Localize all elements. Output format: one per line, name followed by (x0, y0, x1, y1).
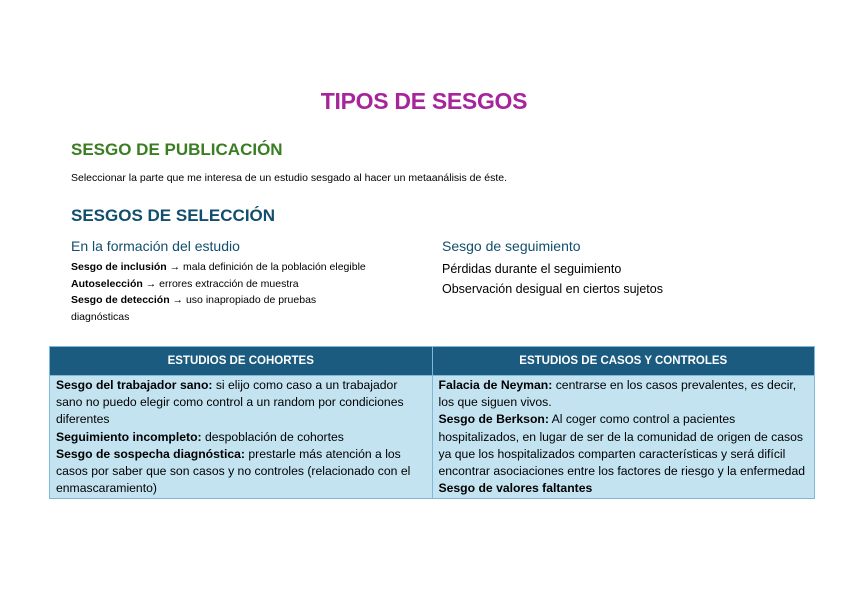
formation-item-term: Sesgo de inclusión (71, 261, 167, 273)
cohorts-cell (50, 376, 433, 499)
publication-heading: SESGO DE PUBLICACIÓN (71, 140, 283, 159)
formation-item (71, 292, 356, 325)
formation-item-desc: mala definición de la población elegible (183, 261, 366, 273)
table-header-row (50, 347, 815, 376)
publication-text: Seleccionar la parte que me interesa de un estudio sesgado al hacer un metaanálisis de éste. (71, 172, 508, 184)
formation-item-desc: uso inapropiado de pruebas diagnósticas (71, 294, 317, 323)
formation-item-term: Autoselección (71, 277, 143, 290)
cases-controls-cell (432, 376, 815, 499)
formation-item (71, 259, 411, 276)
bias-desc: despoblación de cohortes (201, 429, 344, 444)
bias-term: Sesgo de Berkson: (438, 412, 549, 427)
formation-item-term: Sesgo de detección (71, 294, 170, 306)
header-cohorts: ESTUDIOS DE COHORTES (50, 347, 433, 376)
bias-desc: centrarse en los casos prevalentes, es decir, los que siguen vivos. (438, 378, 797, 410)
followup-item: Observación desigual en ciertos sujetos (442, 282, 663, 296)
bias-term: Sesgo del trabajador sano: (56, 378, 213, 392)
formation-item-desc: errores extracción de muestra (159, 277, 299, 290)
bias-table (49, 346, 815, 499)
bias-term: Sesgo de valores faltantes (438, 481, 593, 496)
formation-item (71, 276, 411, 293)
followup-column (442, 238, 772, 299)
formation-column (71, 238, 411, 325)
bias-desc: Al coger como control a pacientes hospitalizados, en lugar de ser de la comunidad de origen de casos ya que los hospitalizados comparten características y será difícil encontrar asociaciones entre los factores de riesgo y la enfermedad (438, 412, 806, 479)
arrow-icon: → (166, 261, 184, 273)
followup-item: Pérdidas durante el seguimiento (442, 262, 622, 276)
arrow-icon: → (142, 277, 160, 290)
bias-term: Sesgo de sospecha diagnóstica: (56, 446, 245, 461)
followup-subheading: Sesgo de seguimiento (442, 238, 581, 254)
bias-term: Seguimiento incompleto: (56, 429, 202, 444)
bias-desc: si elijo como caso a un trabajador sano no puedo elegir como control a un random por condiciones diferentes (56, 378, 404, 427)
page-title: TIPOS DE SESGOS (320, 88, 528, 114)
table-row (50, 376, 815, 499)
header-cases-controls: ESTUDIOS DE CASOS Y CONTROLES (432, 347, 815, 376)
bias-term: Falacia de Neyman: (438, 378, 553, 392)
arrow-icon: → (169, 294, 186, 306)
selection-heading: SESGOS DE SELECCIÓN (71, 206, 276, 225)
bias-desc: prestarle más atención a los casos por saber que son casos y no controles (relacionado con el enmascaramiento) (56, 446, 411, 496)
formation-subheading: En la formación del estudio (71, 238, 240, 254)
